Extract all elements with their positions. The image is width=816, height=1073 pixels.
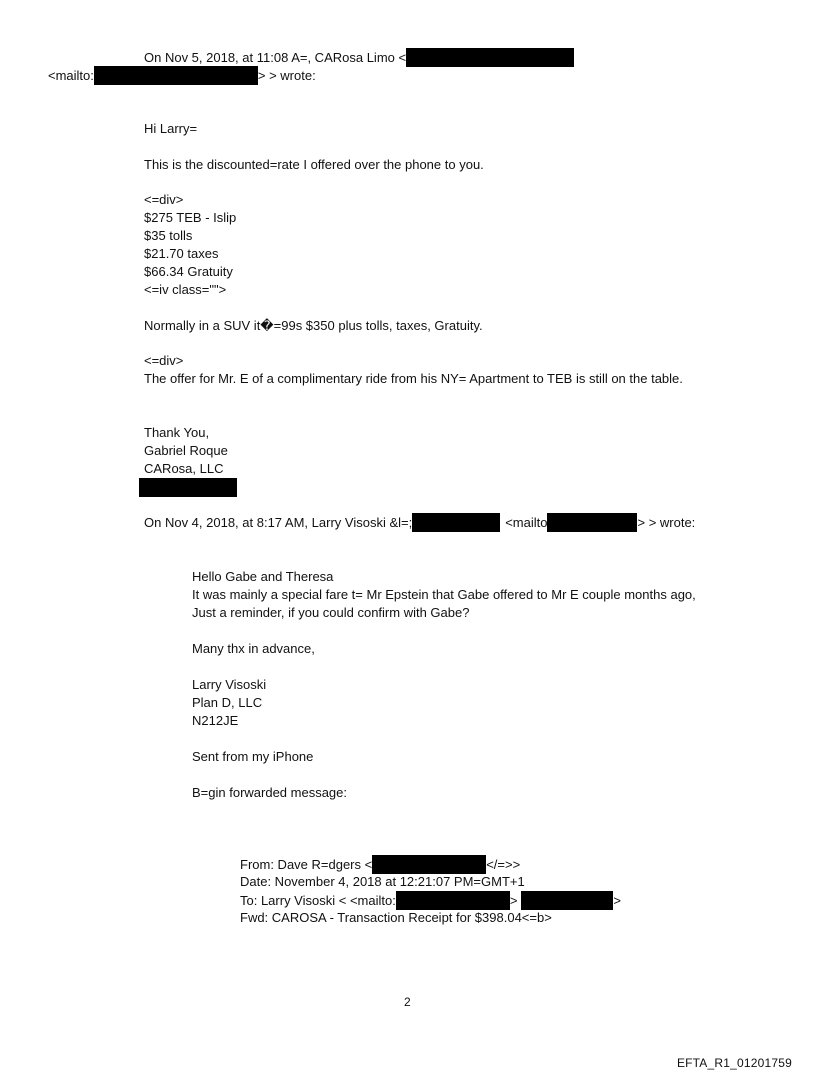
redaction-bar <box>547 513 637 532</box>
quoted-line: Hello Gabe and Theresa <box>192 569 334 584</box>
quoted-line: Just a reminder, if you could confirm with Gabe? <box>192 605 470 620</box>
sent-from: Sent from my iPhone <box>192 749 314 764</box>
forward-to-mid: > <box>509 893 518 908</box>
greeting: Hi Larry= <box>144 121 198 136</box>
redaction-bar <box>94 66 258 85</box>
quoted-line: It was mainly a special fare t= Mr Epstein that Gabe offered to Mr E couple months ago, <box>192 587 696 602</box>
div-class-tag: <=iv class=""> <box>144 282 227 297</box>
intro-text: This is the discounted=rate I offered over the phone to you. <box>144 157 484 172</box>
div-tag: <=div> <box>144 353 184 368</box>
signature-line: CARosa, LLC <box>144 461 224 476</box>
forward-to-line <box>240 891 621 909</box>
redaction-bar <box>412 513 500 532</box>
header2-mailto: <mailto <box>505 515 548 530</box>
forward-from-text: From: Dave R=dgers < <box>240 857 373 872</box>
redaction-bar <box>396 891 510 910</box>
header1-wrote: > > wrote: <box>257 68 316 83</box>
forward-from-end: </=>> <box>486 857 521 872</box>
offer-text: The offer for Mr. E of a complimentary ride from his NY= Apartment to TEB is still on the table. <box>144 371 683 386</box>
quoted-thanks: Many thx in advance, <box>192 641 315 656</box>
normally-text: Normally in a SUV it�=99s $350 plus tolls, taxes, Gratuity. <box>144 318 483 333</box>
forward-to-text: To: Larry Visoski < <mailto: <box>240 893 396 908</box>
redaction-bar <box>521 891 613 910</box>
rate-line: $66.34 Gratuity <box>144 264 233 279</box>
quoted-signature-line: Plan D, LLC <box>192 695 263 710</box>
redaction-bar <box>372 855 486 874</box>
rate-line: $21.70 taxes <box>144 246 219 261</box>
header1-mailto-line <box>48 66 316 84</box>
rate-line: $35 tolls <box>144 228 193 243</box>
quoted-signature-line: Larry Visoski <box>192 677 267 692</box>
div-tag: <=div> <box>144 192 184 207</box>
redaction-bar <box>406 48 574 67</box>
page-number: 2 <box>404 995 411 1009</box>
header1-mailto-prefix: <mailto: <box>48 68 94 83</box>
forward-subject: Fwd: CAROSA - Transaction Receipt for $398.04<=b> <box>240 910 552 925</box>
header2-line <box>144 513 695 531</box>
redaction-bar <box>139 478 237 497</box>
header1-text: On Nov 5, 2018, at 11:08 A=, CARosa Limo < <box>144 50 407 65</box>
forward-date: Date: November 4, 2018 at 12:21:07 PM=GMT+1 <box>240 874 525 889</box>
document-id: EFTA_R1_01201759 <box>676 1056 792 1070</box>
quoted-signature-line: N212JE <box>192 713 239 728</box>
rate-line: $275 TEB - Islip <box>144 210 237 225</box>
forwarded-label: B=gin forwarded message: <box>192 785 348 800</box>
header2-wrote: > > wrote: <box>637 515 696 530</box>
header1-line <box>144 48 574 66</box>
forward-from-line <box>240 855 520 873</box>
signature-line: Thank You, <box>144 425 210 440</box>
forward-to-end: > <box>613 893 622 908</box>
signature-line: Gabriel Roque <box>144 443 228 458</box>
header2-text: On Nov 4, 2018, at 8:17 AM, Larry Visoski &l=; <box>144 515 413 530</box>
